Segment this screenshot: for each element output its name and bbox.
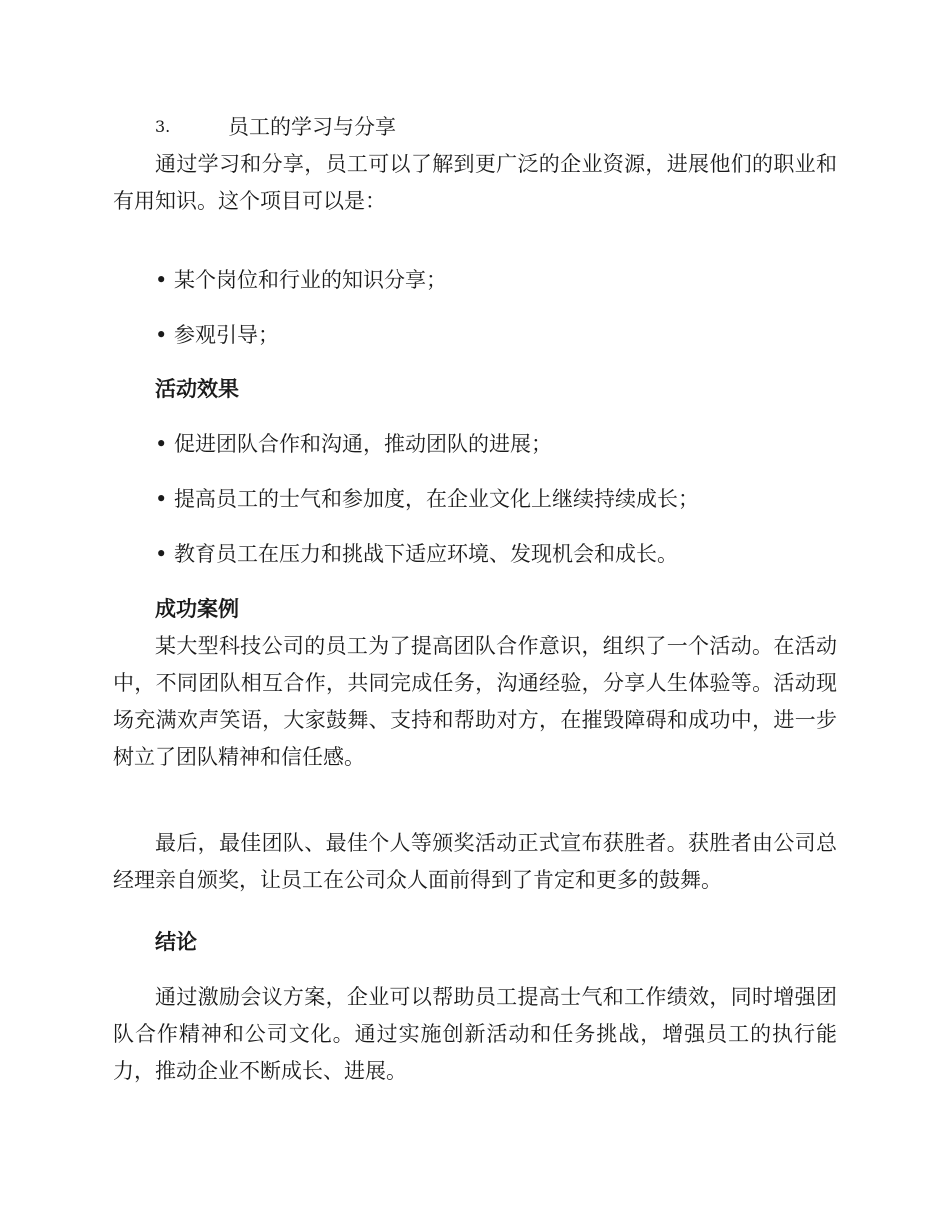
effect-item: • 促进团队合作和沟通，推动团队的进展； (155, 432, 553, 456)
effect-item: • 教育员工在压力和挑战下适应环境、发现机会和成长。 (155, 542, 679, 566)
section-heading-conclusion: 结论 (155, 930, 197, 954)
effect-item: • 提高员工的士气和参加度，在企业文化上继续持续成长； (155, 487, 700, 511)
case-paragraph: 某大型科技公司的员工为了提高团队合作意识，组织了一个活动。在活动中，不同团队相互合作，共同完成任务，沟通经验，分享人生体验等。活动现场充满欢声笑语，大家鼓舞、支持和帮助对方，在摧毁障碍和成功中，进一步树立了团队精神和信任感。 (113, 634, 837, 769)
section-heading-effects: 活动效果 (155, 377, 239, 401)
subsection-title: 员工的学习与分享 (228, 115, 396, 139)
learning-item: • 参观引导； (155, 323, 280, 347)
case-paragraph: 最后，最佳团队、最佳个人等颁奖活动正式宣布获胜者。获胜者由公司总经理亲自颁奖，让员工在公司众人面前得到了肯定和更多的鼓舞。 (113, 831, 837, 892)
conclusion-paragraph: 通过激励会议方案，企业可以帮助员工提高士气和工作绩效，同时增强团队合作精神和公司文化。通过实施创新活动和任务挑战，增强员工的执行能力，推动企业不断成长、进展。 (113, 985, 837, 1083)
intro-paragraph: 通过学习和分享，员工可以了解到更广泛的企业资源，进展他们的职业和有用知识。这个项目可以是： (113, 152, 837, 213)
learning-item: • 某个岗位和行业的知识分享； (155, 268, 448, 292)
section-heading-case: 成功案例 (155, 597, 239, 621)
subsection-number: 3. (155, 117, 171, 136)
